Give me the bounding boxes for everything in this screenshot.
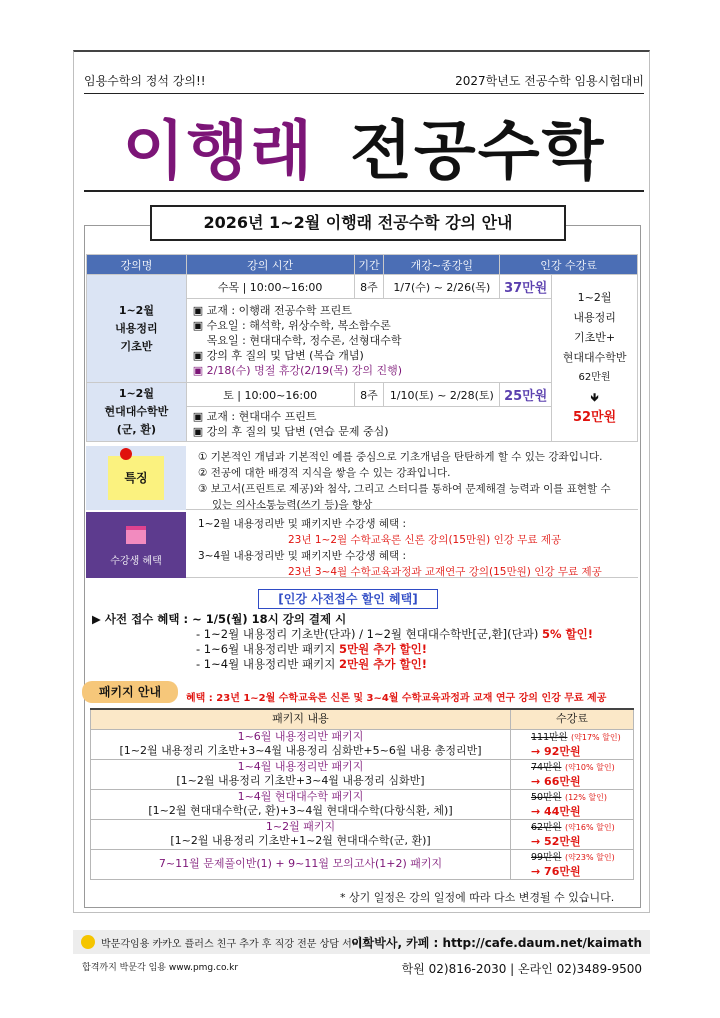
discount-list: ▶ 사전 접수 혜택 : ~ 1/5(월) 18시 강의 결제 시 - 1~2월 내용정리 기초반(단과) / 1~2월 현대대수학반[군,환](단과) 5% 할인! - 1~6월 내용정리반 패키지 5만원 추가 할인! - 1~4월 내용정리반 패키지 2만원 추가 할인! — [92, 612, 594, 671]
footnote: * 상기 일정은 강의 일정에 따라 다소 변경될 수 있습니다. — [340, 891, 615, 904]
header-right: 2027학년도 전공수학 임용시험대비 — [455, 74, 644, 88]
course-details: ▣ 교재 : 이행래 전공수학 프린트 ▣ 수요일 : 해석학, 위상수학, 복소함수론 목요일 : 현대대수학, 정수론, 선형대수학 ▣ 강의 후 질의 및 답변 (복습 개념) ▣ 2/18(수) 명절 휴강(2/19(목) 강의 진행) — [186, 299, 551, 383]
gift-icon — [126, 526, 146, 544]
table-row: 1~4월 내용정리반 패키지 [1~2월 내용정리 기초반+3~4월 내용정리 심화반] 74만원 (약10% 할인) → 66만원 — [91, 759, 634, 789]
package-label: 패키지 안내 — [82, 681, 178, 703]
table-row: 1~2월 패키지 [1~2월 내용정리 기초반+1~2월 현대대수학(군, 환)] 62만원 (약16% 할인) → 52만원 — [91, 819, 634, 849]
col-header: 기간 — [354, 255, 384, 275]
col-header: 패키지 내용 — [91, 709, 511, 729]
schedule-table — [86, 254, 638, 442]
col-header: 개강~종강일 — [384, 255, 500, 275]
course-weeks: 8주 — [354, 383, 384, 407]
course-weeks: 8주 — [354, 275, 384, 299]
subject-name: 전공수학 — [350, 115, 606, 189]
course-dates: 1/10(토) ~ 2/28(토) — [384, 383, 500, 407]
course-dates: 1/7(수) ~ 2/26(목) — [384, 275, 500, 299]
package-note: 혜택 : 23년 1~2월 수학교육론 신론 및 3~4월 수학교육과정과 교재 연구 강의 인강 무료 제공 — [186, 693, 607, 704]
col-header: 수강료 — [511, 709, 634, 729]
page-title — [84, 100, 644, 192]
course-name: 1~2월 현대대수학반 (군, 환) — [87, 383, 187, 442]
arrow-down-icon: 🡻 — [590, 391, 599, 404]
benefit-section: 수강생 혜택 1~2월 내용정리반 및 패키지반 수강생 혜택 : 23년 1~2월 수학교육론 신론 강의(15만원) 인강 무료 제공 3~4월 내용정리반 및 패키지반 수강생 혜택 : 23년 3~4월 수학교육과정과 교재연구 강의(15만원) 인강 무료 제공 — [86, 512, 638, 578]
course-name: 1~2월 내용정리 기초반 — [87, 275, 187, 383]
phone-line: 학원 02)816-2030 | 온라인 02)3489-9500 — [401, 962, 642, 976]
discount-title: [인강 사전접수 할인 혜택] — [258, 589, 438, 609]
course-time: 수목 | 10:00~16:00 — [186, 275, 354, 299]
table-row: 7~11월 문제풀이반(1) + 9~11월 모의고사(1+2) 패키지 99만원 (약23% 할인) → 76만원 — [91, 849, 634, 879]
course-price: 37만원 — [500, 275, 552, 299]
col-header: 강의 시간 — [186, 255, 354, 275]
combo-price: 1~2월 내용정리 기초반+ 현대대수학반 62만원 🡻 52만원 — [552, 275, 638, 442]
col-header: 인강 수강료 — [500, 255, 638, 275]
kakao-notice: 박문각임용 카카오 플러스 친구 추가 후 직강 전문 상담 서비스 — [101, 939, 372, 950]
cafe-link[interactable]: 이학박사, 카페 : http://cafe.daum.net/kaimath — [351, 936, 642, 950]
pushpin-icon — [120, 448, 132, 460]
footer-bar — [73, 930, 650, 954]
course-price: 25만원 — [500, 383, 552, 407]
package-table — [90, 708, 634, 880]
header-left: 임용수학의 정석 강의!! — [84, 74, 206, 88]
notice-title: 2026년 1~2월 이행래 전공수학 강의 안내 — [150, 205, 566, 241]
course-time: 토 | 10:00~16:00 — [186, 383, 354, 407]
table-row: 1~6월 내용정리반 패키지 [1~2월 내용정리 기초반+3~4월 내용정리 심화반+5~6월 내용 총정리반] 111만원 (약17% 할인) → 92만원 — [91, 729, 634, 759]
brand-logo-icon — [81, 935, 95, 949]
sticky-note: 특징 — [108, 456, 164, 500]
instructor-name: 이행래 — [122, 115, 315, 189]
header-line — [84, 72, 644, 94]
features-section: 특징 ① 기본적인 개념과 기본적인 예를 중심으로 기초개념을 탄탄하게 할 수 있는 강좌입니다. ② 전공에 대한 배경적 지식을 쌓을 수 있는 강좌입니다. ③ 보고서(프린트로 제공)와 첨삭, 그리고 스터디를 통하여 문제해결 능력과 이를 표현할 수 있는 의사소통능력(쓰기 등)을 향상 — [86, 446, 638, 510]
col-header: 강의명 — [87, 255, 187, 275]
brand-line: 합격까지 박문각 임용 www.pmg.co.kr — [82, 963, 239, 973]
course-details: ▣ 교재 : 현대대수 프린트 ▣ 강의 후 질의 및 답변 (연습 문제 중심) — [186, 407, 551, 442]
table-row: 1~4월 현대대수학 패키지 [1~2월 현대대수학(군, 환)+3~4월 현대대수학(다항식환, 체)] 50만원 (12% 할인) → 44만원 — [91, 789, 634, 819]
